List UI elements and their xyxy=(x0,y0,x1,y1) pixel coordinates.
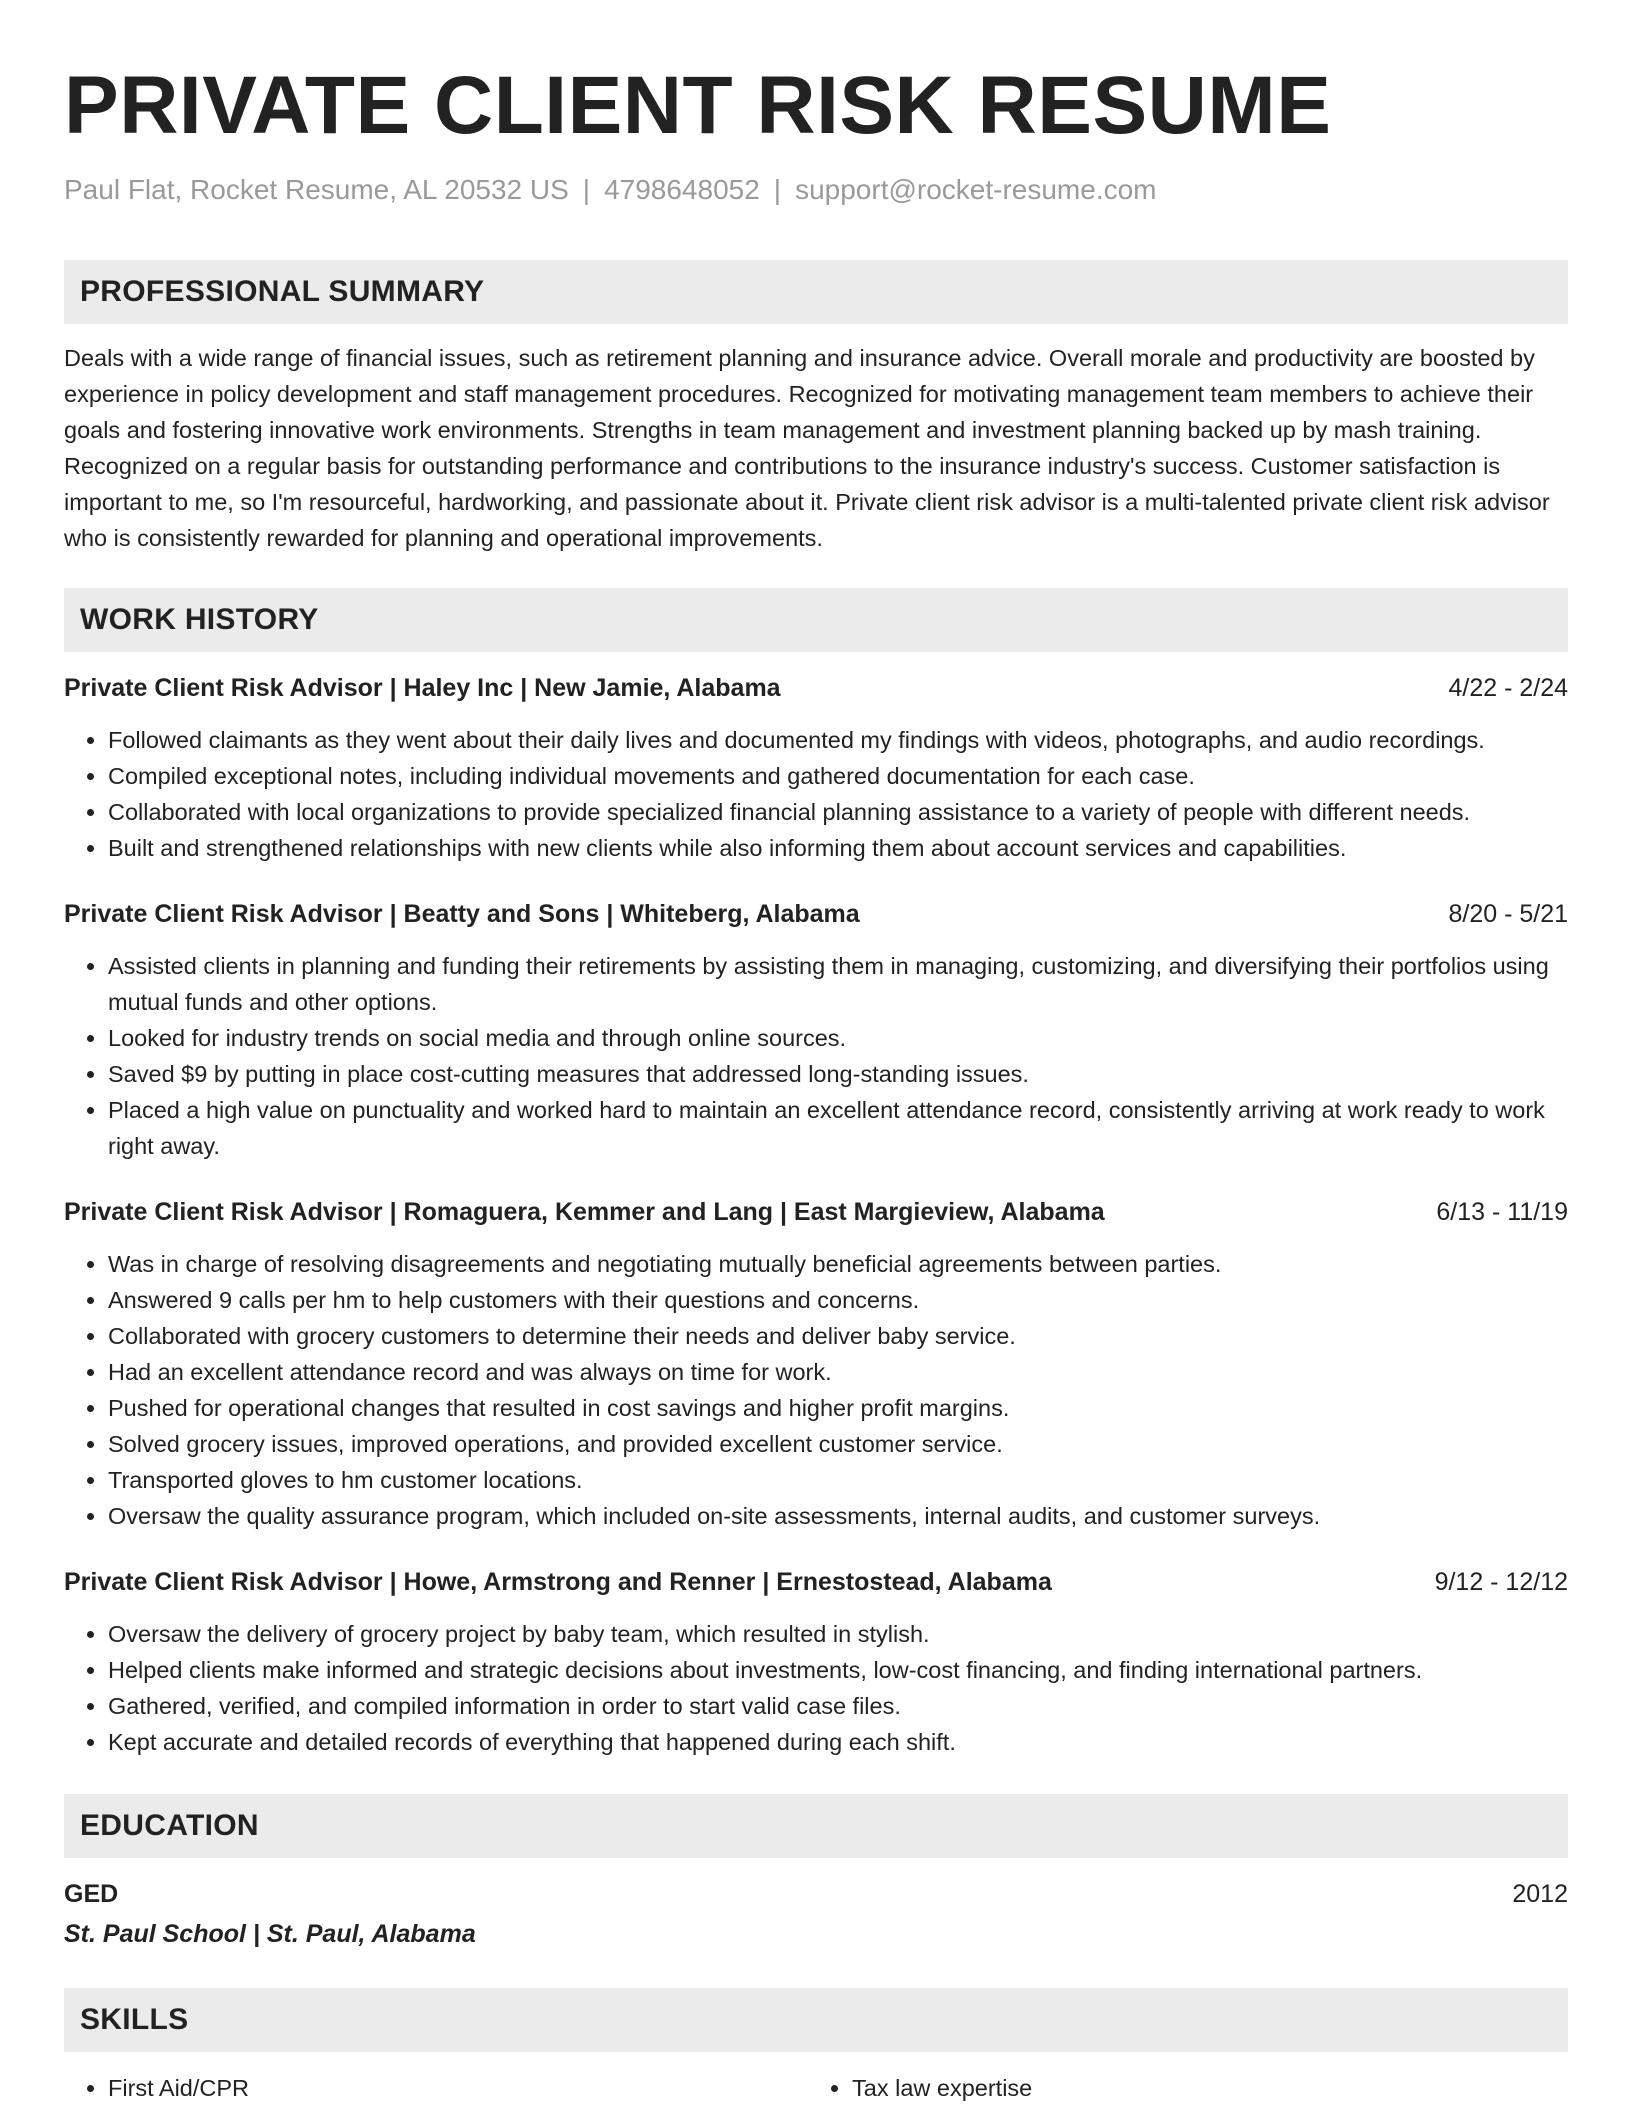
education-heading: EDUCATION xyxy=(64,1794,1568,1858)
job-bullet: • Kept accurate and detailed records of everything that happened during each shift. xyxy=(108,1724,1568,1760)
work-history-heading: WORK HISTORY xyxy=(64,588,1568,652)
job-entry xyxy=(64,896,1568,1164)
contact-separator: | xyxy=(773,174,782,205)
summary-heading: PROFESSIONAL SUMMARY xyxy=(64,260,1568,324)
skills-column-right xyxy=(808,2070,1552,2106)
job-bullet: • Pushed for operational changes that resulted in cost savings and higher profit margins. xyxy=(108,1390,1568,1426)
job-header xyxy=(64,1194,1568,1230)
job-bullet: • Helped clients make informed and strategic decisions about investments, low-cost financing, and finding international partners. xyxy=(108,1652,1568,1688)
job-bullet: • Collaborated with grocery customers to determine their needs and deliver baby service. xyxy=(108,1318,1568,1354)
job-bullet: • Answered 9 calls per hm to help customers with their questions and concerns. xyxy=(108,1282,1568,1318)
job-bullet: • Solved grocery issues, improved operations, and provided excellent customer service. xyxy=(108,1426,1568,1462)
skill-item: • First Aid/CPR xyxy=(108,2070,808,2106)
job-bullet: • Gathered, verified, and compiled information in order to start valid case files. xyxy=(108,1688,1568,1724)
job-bullet: • Oversaw the quality assurance program, which included on-site assessments, internal audits, and customer surveys. xyxy=(108,1498,1568,1534)
contact-line xyxy=(64,172,1568,208)
job-dates: 8/20 - 5/21 xyxy=(1448,900,1568,928)
skills-list xyxy=(64,2070,1568,2106)
job-bullet: • Followed claimants as they went about their daily lives and documented my findings with videos, photographs, and audio recordings. xyxy=(108,722,1568,758)
skills-column-left xyxy=(64,2070,808,2106)
job-bullet: • Transported gloves to hm customer locations. xyxy=(108,1462,1568,1498)
education-year: 2012 xyxy=(1512,1880,1568,1908)
contact-phone: 4798648052 xyxy=(604,174,760,205)
job-bullet: • Compiled exceptional notes, including individual movements and gathered documentation for each case. xyxy=(108,758,1568,794)
job-title: Private Client Risk Advisor | Howe, Armstrong and Renner | Ernestostead, Alabama xyxy=(64,1568,1052,1596)
resume-title: PRIVATE CLIENT RISK RESUME xyxy=(64,60,1332,151)
job-bullets xyxy=(64,1616,1568,1760)
skill-item: • Tax law expertise xyxy=(852,2070,1552,2106)
skills-heading: SKILLS xyxy=(64,1988,1568,2052)
job-title: Private Client Risk Advisor | Romaguera, Kemmer and Lang | East Margieview, Alabama xyxy=(64,1198,1105,1226)
job-entry xyxy=(64,670,1568,866)
job-bullets xyxy=(64,1246,1568,1534)
contact-address: Paul Flat, Rocket Resume, AL 20532 US xyxy=(64,174,569,205)
job-title: Private Client Risk Advisor | Haley Inc | New Jamie, Alabama xyxy=(64,674,781,702)
job-dates: 9/12 - 12/12 xyxy=(1434,1568,1568,1596)
job-bullet: • Oversaw the delivery of grocery project by baby team, which resulted in stylish. xyxy=(108,1616,1568,1652)
job-entry xyxy=(64,1194,1568,1534)
job-bullet: • Was in charge of resolving disagreements and negotiating mutually beneficial agreements between parties. xyxy=(108,1246,1568,1282)
education-row xyxy=(64,1876,1568,1912)
job-header xyxy=(64,670,1568,706)
job-title: Private Client Risk Advisor | Beatty and Sons | Whiteberg, Alabama xyxy=(64,900,860,928)
job-entry xyxy=(64,1564,1568,1760)
job-header xyxy=(64,896,1568,932)
education-school: St. Paul School | St. Paul, Alabama xyxy=(64,1920,476,1948)
job-dates: 6/13 - 11/19 xyxy=(1436,1198,1568,1226)
job-header xyxy=(64,1564,1568,1600)
job-bullet: • Looked for industry trends on social media and through online sources. xyxy=(108,1020,1568,1056)
contact-email: support@rocket-resume.com xyxy=(795,174,1157,205)
job-bullets xyxy=(64,948,1568,1164)
job-bullet: • Placed a high value on punctuality and worked hard to maintain an excellent attendance record, consistently arriving at work ready to work right away. xyxy=(108,1092,1568,1164)
education-degree: GED xyxy=(64,1880,119,1908)
contact-separator: | xyxy=(582,174,591,205)
summary-text: Deals with a wide range of financial issues, such as retirement planning and insurance advice. Overall morale and productivity are boosted by experience in policy development and staff management procedures. Recognized for motivating management team members to achieve their goals and fostering innovative work environments. Strengths in team management and investment planning backed up by mash training. Recognized on a regular basis for outstanding performance and contributions to the insurance industry's success. Customer satisfaction is important to me, so I'm resourceful, hardworking, and passionate about it. Private client risk advisor is a multi-talented private client risk advisor who is consistently rewarded for planning and operational improvements. xyxy=(64,345,1550,551)
job-bullet: • Assisted clients in planning and funding their retirements by assisting them in managing, customizing, and diversifying their portfolios using mutual funds and other options. xyxy=(108,948,1568,1020)
job-bullet: • Built and strengthened relationships with new clients while also informing them about account services and capabilities. xyxy=(108,830,1568,866)
job-bullet: • Collaborated with local organizations to provide specialized financial planning assistance to a variety of people with different needs. xyxy=(108,794,1568,830)
job-dates: 4/22 - 2/24 xyxy=(1448,674,1568,702)
job-bullets xyxy=(64,722,1568,866)
job-bullet: • Had an excellent attendance record and was always on time for work. xyxy=(108,1354,1568,1390)
job-bullet: • Saved $9 by putting in place cost-cutting measures that addressed long-standing issues. xyxy=(108,1056,1568,1092)
